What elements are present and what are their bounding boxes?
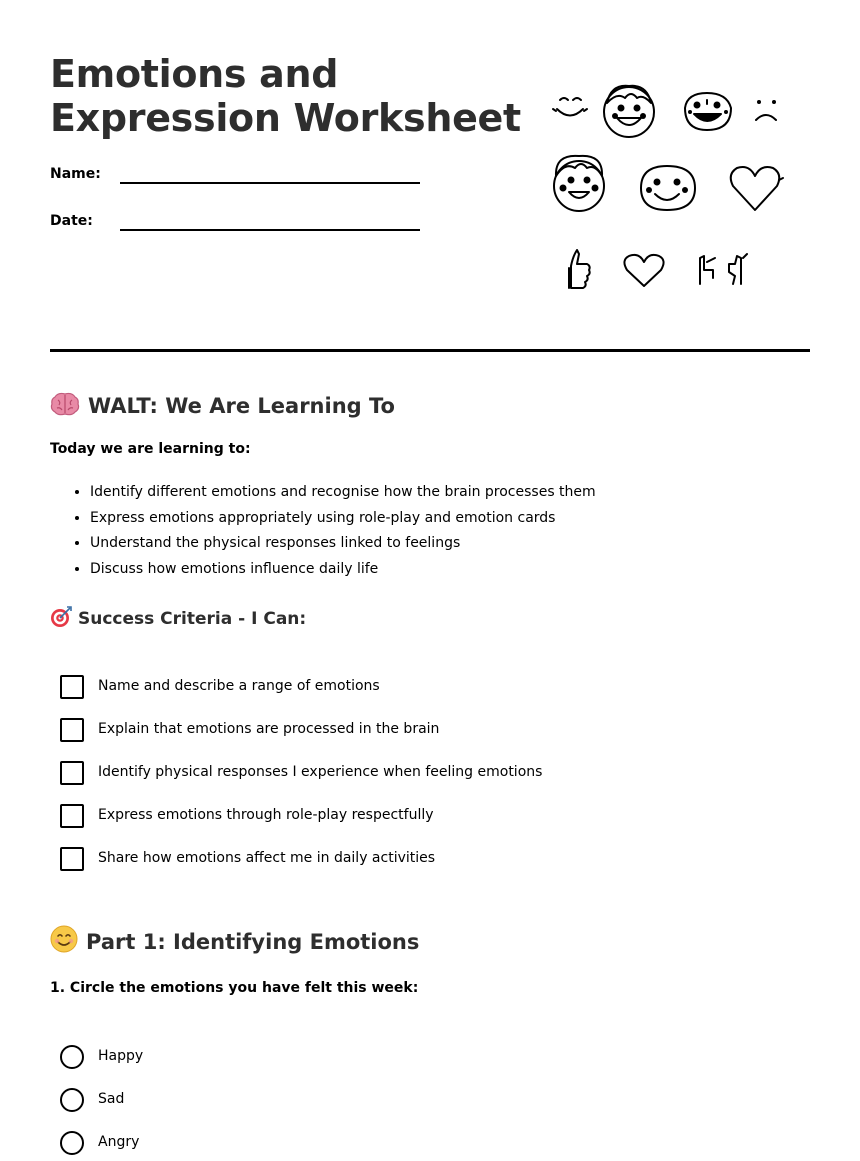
checkbox-label: Explain that emotions are processed in the brain	[98, 721, 440, 737]
date-field[interactable]	[50, 207, 430, 237]
part1-heading-text: Part 1: Identifying Emotions	[86, 930, 420, 954]
target-icon	[50, 606, 72, 633]
smiling-face-emoji-icon	[50, 925, 78, 958]
list-item: • Express emotions appropriately using role-play and emotion cards	[90, 506, 596, 532]
checkbox[interactable]	[60, 804, 84, 828]
hands-icon	[700, 254, 747, 284]
checkbox[interactable]	[60, 761, 84, 785]
checkbox-label: Express emotions through role-play respectfully	[98, 807, 434, 823]
list-item: • Understand the physical responses linked to feelings	[90, 531, 596, 557]
laughing-face-icon	[685, 93, 731, 130]
radio-circle[interactable]	[60, 1088, 84, 1112]
radio-circle[interactable]	[60, 1045, 84, 1069]
radio-circle[interactable]	[60, 1131, 84, 1155]
list-item: • Identify different emotions and recognise how the brain processes them	[90, 480, 596, 506]
success-criteria-heading-text: Success Criteria - I Can:	[78, 609, 307, 629]
walt-heading	[50, 391, 395, 422]
name-line[interactable]	[120, 182, 420, 184]
happy-face-icon	[641, 166, 695, 210]
curly-hair-face-icon	[554, 156, 604, 211]
name-label: Name:	[50, 166, 101, 182]
brain-icon	[50, 391, 80, 422]
emotion-option-label: Sad	[98, 1091, 125, 1107]
date-label: Date:	[50, 213, 93, 229]
list-item: • Discuss how emotions influence daily life	[90, 557, 596, 583]
worksheet-title	[50, 52, 521, 140]
heart-icon	[731, 167, 783, 210]
part1-heading	[50, 925, 419, 958]
walt-list	[50, 480, 596, 582]
name-field[interactable]	[50, 160, 430, 190]
heart-outline-icon	[624, 255, 663, 286]
emotion-option-label: Angry	[98, 1134, 140, 1150]
success-criteria-heading	[50, 606, 306, 633]
part1-question: 1. Circle the emotions you have felt this week:	[50, 980, 419, 996]
date-line[interactable]	[120, 229, 420, 231]
checkbox-label: Identify physical responses I experience when feeling emotions	[98, 764, 543, 780]
emotion-icons-illustration	[545, 78, 795, 303]
checkbox-label: Name and describe a range of emotions	[98, 678, 380, 694]
title-line-2: Expression Worksheet	[50, 96, 521, 140]
boy-face-icon	[604, 86, 654, 137]
sad-face-icon	[756, 100, 776, 120]
header-divider	[50, 349, 810, 352]
checkbox-label: Share how emotions affect me in daily activities	[98, 850, 436, 866]
smiling-face-icon	[553, 98, 587, 116]
checkbox[interactable]	[60, 718, 84, 742]
walt-heading-text: WALT: We Are Learning To	[88, 394, 395, 418]
emotion-option-label: Happy	[98, 1048, 144, 1064]
checkbox[interactable]	[60, 675, 84, 699]
title-line-1: Emotions and	[50, 52, 339, 96]
walt-intro: Today we are learning to:	[50, 441, 251, 457]
thumbs-up-icon	[569, 250, 590, 288]
checkbox[interactable]	[60, 847, 84, 871]
